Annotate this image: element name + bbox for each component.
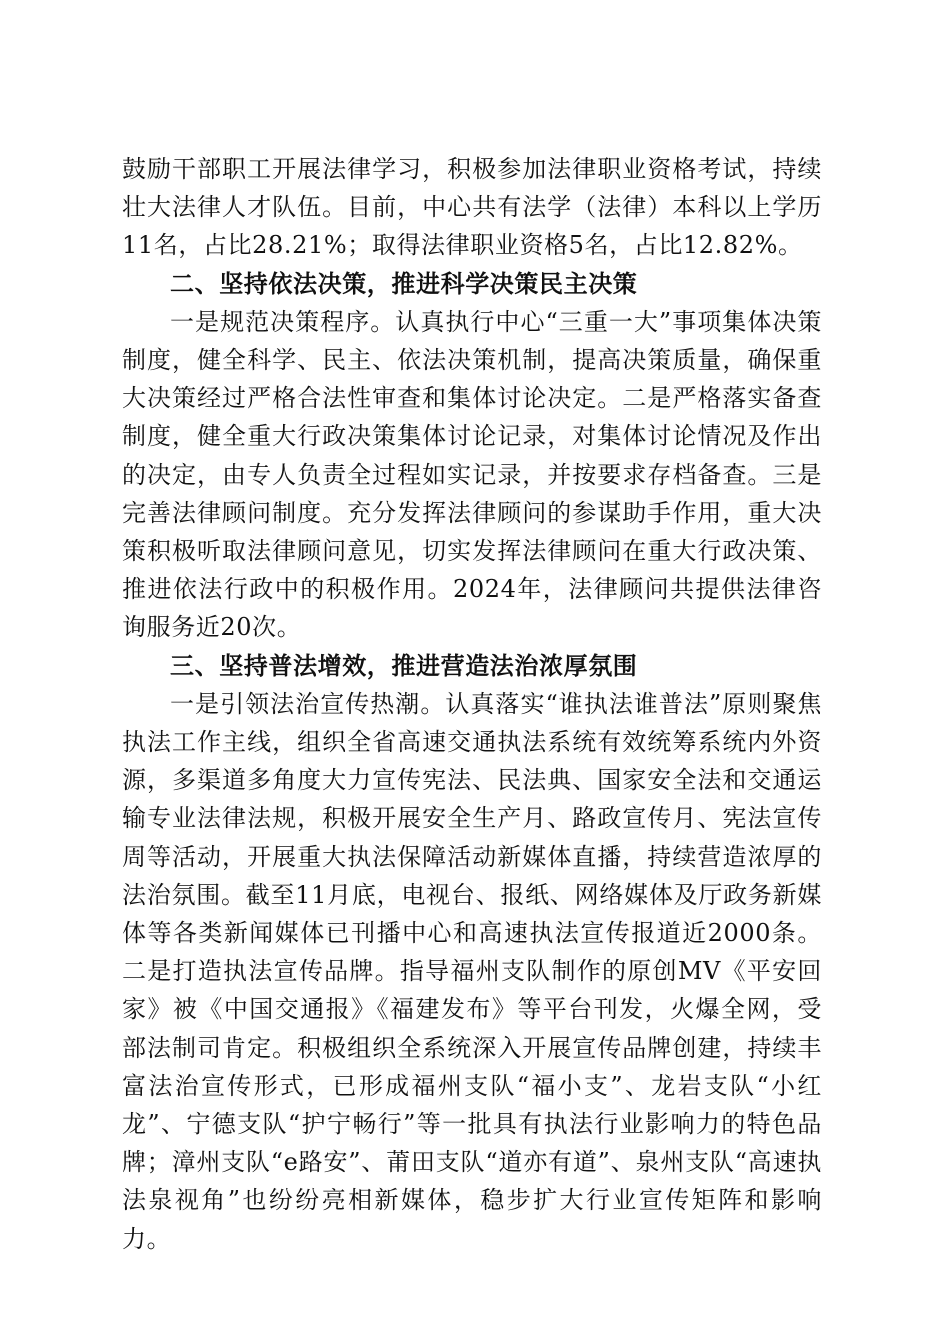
paragraph-legal-publicity: 一是引领法治宣传热潮。认真落实“谁执法谁普法”原则聚焦执法工作主线，组织全省高速交通执法系统有效统筹系统内外资源，多渠道多角度大力宣传宪法、民法典、国家安全法和交通运输专业法律法规，积极开展安全生产月、路政宣传月、宪法宣传周等活动，开展重大执法保障活动新媒体直播，持续营造浓厚的法治氛围。截至11月底，电视台、报纸、网络媒体及厅政务新媒体等各类新闻媒体已刊播中心和高速执法宣传报道近2000条。二是打造执法宣传品牌。指导福州支队制作的原创MV《平安回家》被《中国交通报》《福建发布》等平台刊发，火爆全网，受部法制司肯定。积极组织全系统深入开展宣传品牌创建，持续丰富法治宣传形式，已形成福州支队“福小支”、龙岩支队“小红龙”、宁德支队“护宁畅行”等一批具有执法行业影响力的特色品牌；漳州支队“e路安”、莆田支队“道亦有道”、泉州支队“高速执法泉视角”也纷纷亮相新媒体，稳步扩大行业宣传矩阵和影响力。 [122, 689, 822, 1253]
section-heading-3: 三、坚持普法增效，推进营造法治浓厚氛围 [170, 651, 638, 680]
section-heading-2: 二、坚持依法决策，推进科学决策民主决策 [170, 269, 638, 298]
document-body [122, 150, 822, 1258]
paragraph-continued: 鼓励干部职工开展法律学习，积极参加法律职业资格考试，持续壮大法律人才队伍。目前，中心共有法学（法律）本科以上学历11名，占比28.21%；取得法律职业资格5名，占比12.82%。 [122, 155, 822, 260]
paragraph-decision-making: 一是规范决策程序。认真执行中心“三重一大”事项集体决策制度，健全科学、民主、依法决策机制，提高决策质量，确保重大决策经过严格合法性审查和集体讨论决定。二是严格落实备查制度，健全重大行政决策集体讨论记录，对集体讨论情况及作出的决定，由专人负责全过程如实记录，并按要求存档备查。三是完善法律顾问制度。充分发挥法律顾问的参谋助手作用，重大决策积极听取法律顾问意见，切实发挥法律顾问在重大行政决策、推进依法行政中的积极作用。2024年，法律顾问共提供法律咨询服务近20次。 [122, 307, 822, 642]
